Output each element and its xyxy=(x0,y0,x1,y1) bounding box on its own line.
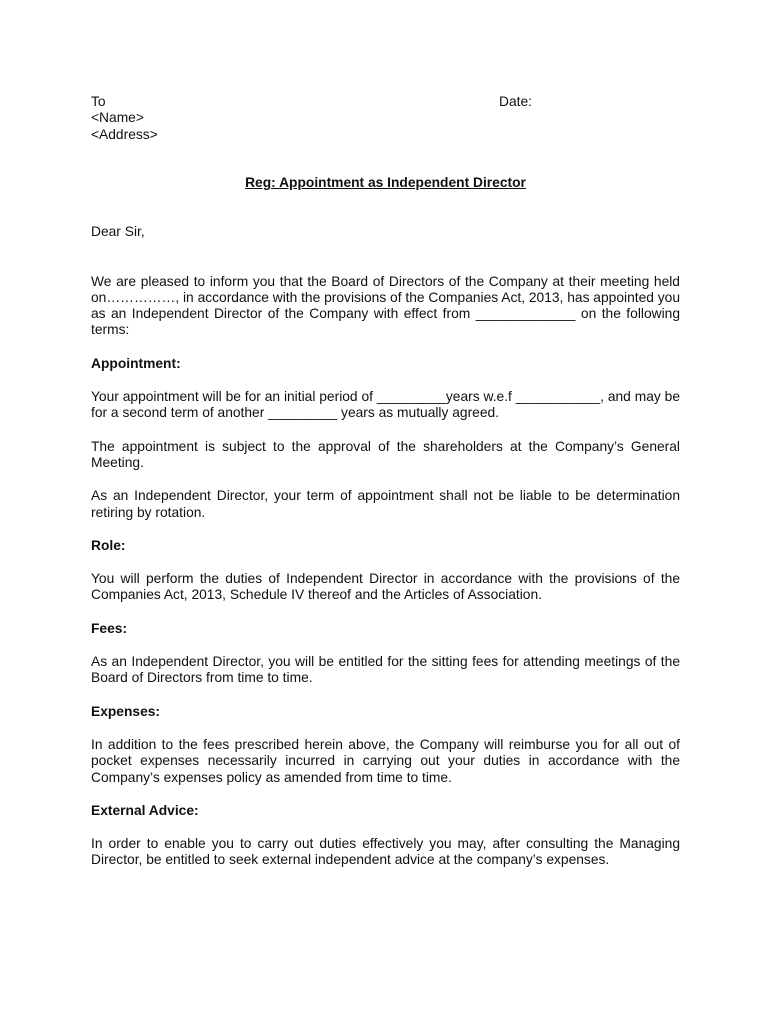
fees-heading: Fees: xyxy=(91,620,128,636)
subject-line: Reg: Appointment as Independent Director xyxy=(245,175,526,190)
role-paragraph: You will perform the duties of Independent Director in accordance with the provisions of the Companies Act, 2013, Schedule IV thereof and the Articles of Association. xyxy=(91,571,680,603)
appointment-paragraph-3: As an Independent Director, your term of appointment shall not be liable to be determination retiring by rotation. xyxy=(91,488,680,520)
external-advice-paragraph: In order to enable you to carry out duties effectively you may, after consulting the Managing Director, be entitled to seek external independent advice at the company’s expenses. xyxy=(91,836,680,868)
letter-page xyxy=(91,94,680,869)
external-advice-heading: External Advice: xyxy=(91,802,199,818)
salutation: Dear Sir, xyxy=(91,224,145,240)
appointment-paragraph-1: Your appointment will be for an initial period of _________years w.e.f ___________, and may be for a second term of another _________ years as mutually agreed. xyxy=(91,389,680,421)
fees-paragraph: As an Independent Director, you will be entitled for the sitting fees for attending meetings of the Board of Directors from time to time. xyxy=(91,654,680,686)
to-line: To xyxy=(91,94,106,109)
appointment-paragraph-2: The appointment is subject to the approval of the shareholders at the Company’s General Meeting. xyxy=(91,438,680,470)
recipient-name: <Name> xyxy=(91,110,144,126)
date-label: Date: xyxy=(499,94,532,109)
letter-header xyxy=(91,94,680,142)
role-heading: Role: xyxy=(91,537,126,553)
expenses-heading: Expenses: xyxy=(91,703,161,719)
recipient-address: <Address> xyxy=(91,126,158,142)
intro-paragraph: We are pleased to inform you that the Board of Directors of the Company at their meeting held on……………, in accordance with the provisions of the Companies Act, 2013, has appointed you as an Independent Director of the Company with effect from _____________ on the following terms: xyxy=(91,273,680,338)
expenses-paragraph: In addition to the fees prescribed herein above, the Company will reimburse you for all out of pocket expenses necessarily incurred in carrying out your duties in accordance with the Company’s expenses policy as amended from time to time. xyxy=(91,736,680,785)
appointment-heading: Appointment: xyxy=(91,355,181,371)
